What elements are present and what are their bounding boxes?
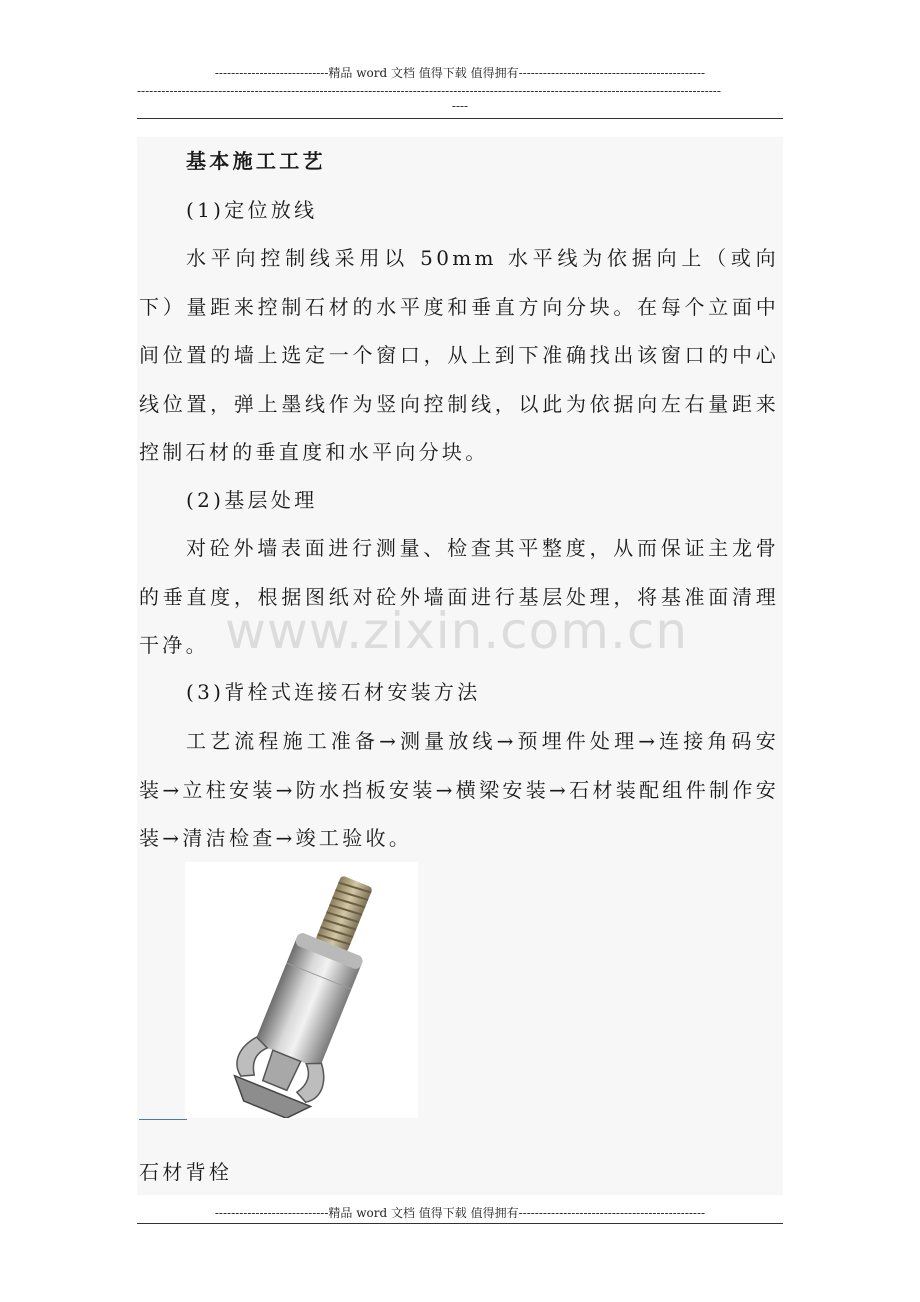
header-rule (137, 118, 783, 119)
section2-body: 对砼外墙表面进行测量、检查其平整度，从而保证主龙骨的垂直度，根据图纸对砼外墙面进行基层处理，将基准面清理干净。 (139, 536, 779, 657)
page-header: ----------------------------精品 word 文档 值得下载 值得拥有---------------------------------------------- (214, 66, 706, 80)
section1-body: 水平向控制线采用以 50mm 水平线为依据向上（或向下）量距来控制石材的水平度和垂直方向分块。在每个立面中间位置的墙上选定一个窗口，从上到下准确找出该窗口的中心线位置，弹上墨线作为竖向控制线，以此为依据向左右量距来控制石材的垂直度和水平向分块。 (139, 246, 779, 464)
image-underline (139, 1119, 187, 1120)
footer-rule (137, 1223, 783, 1224)
section1-heading-text: (1)定位放线 (186, 198, 318, 222)
section3-heading: (3)背栓式连接石材安装方法 (186, 680, 481, 704)
watermark: www.zixin.com.cn (225, 602, 689, 660)
stone-anchor-bolt-photo (185, 862, 418, 1118)
image-caption: 石材背栓 (139, 1160, 233, 1184)
section1-heading (139, 186, 779, 235)
section2-heading: (2)基层处理 (186, 488, 318, 512)
header-dash-line: ------------------------------------------------------------------------------------------------------------------------------------------------ (137, 84, 721, 98)
section3-body: 工艺流程施工准备→测量放线→预埋件处理→连接角码安装→立柱安装→防水挡板安装→横梁安装→石材装配组件制作安装→清洁检查→竣工验收。 (139, 729, 779, 850)
header-dash-tail: ---- (451, 99, 469, 113)
section-title: 基本施工工艺 (186, 149, 326, 173)
page-footer: ----------------------------精品 word 文档 值得下载 值得拥有---------------------------------------------- (214, 1206, 706, 1220)
